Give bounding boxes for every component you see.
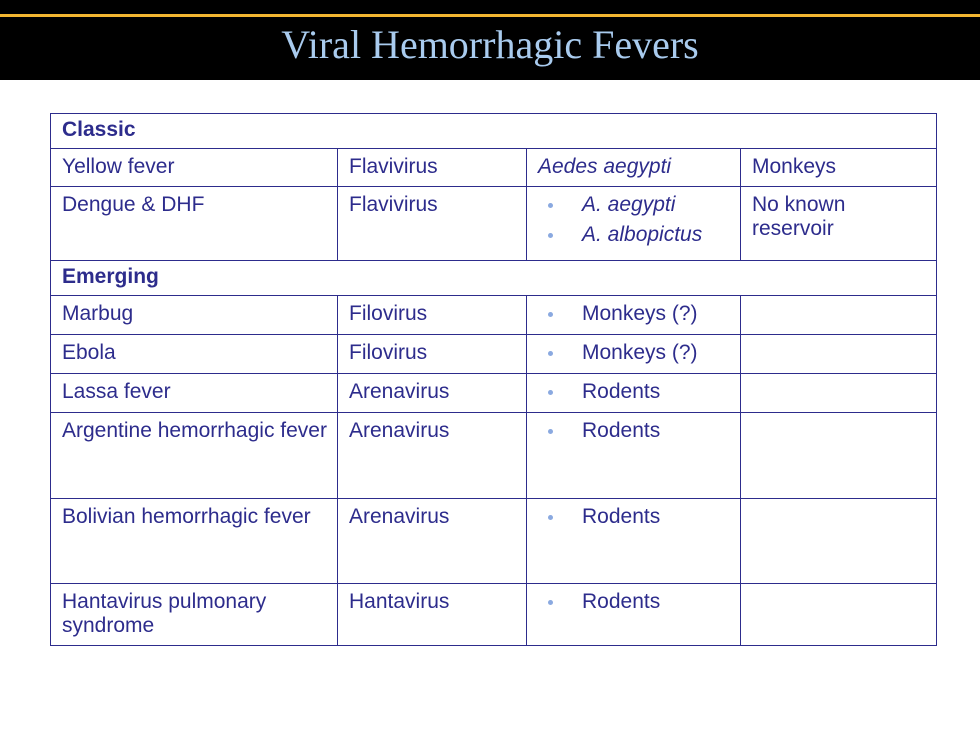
bullet-icon: [548, 390, 553, 395]
disease-cell: Yellow fever: [51, 149, 338, 187]
bullet-text: Rodents: [582, 590, 661, 613]
disease-cell: Lassa fever: [51, 374, 338, 413]
vector-cell: [527, 374, 741, 413]
disease-cell: Hantavirus pulmonary syndrome: [51, 584, 338, 646]
bullet-icon: [548, 203, 553, 208]
bullet-item: [538, 193, 730, 217]
reservoir-cell: Monkeys: [741, 149, 937, 187]
vector-cell: [527, 187, 741, 261]
disease-cell: Dengue & DHF: [51, 187, 338, 261]
reservoir-cell: [741, 296, 937, 335]
table-row: [51, 584, 937, 646]
table-row: [51, 187, 937, 261]
reservoir-cell: [741, 335, 937, 374]
section-header-emerging: Emerging: [51, 261, 937, 296]
reservoir-cell: [741, 584, 937, 646]
reservoir-cell: No known reservoir: [741, 187, 937, 261]
section-row-classic: [51, 114, 937, 149]
bullet-text: A. albopictus: [582, 223, 703, 246]
bullet-icon: [548, 515, 553, 520]
slide-title: Viral Hemorrhagic Fevers: [281, 22, 699, 67]
family-cell: Arenavirus: [338, 499, 527, 584]
bullet-text: Monkeys (?): [582, 341, 698, 364]
section-header-classic: Classic: [51, 114, 937, 149]
table-row: [51, 296, 937, 335]
family-cell: Arenavirus: [338, 413, 527, 499]
vector-cell: Aedes aegypti: [527, 149, 741, 187]
family-cell: Hantavirus: [338, 584, 527, 646]
table-row: [51, 413, 937, 499]
bullet-text: Rodents: [582, 505, 661, 528]
bullet-item: [538, 223, 730, 247]
title-bar: [0, 0, 980, 80]
family-cell: Filovirus: [338, 296, 527, 335]
disease-cell: Marbug: [51, 296, 338, 335]
family-cell: Flavivirus: [338, 187, 527, 261]
bullet-text: Monkeys (?): [582, 302, 698, 325]
vector-cell: [527, 335, 741, 374]
bullet-icon: [548, 233, 553, 238]
bullet-icon: [548, 312, 553, 317]
vector-cell: [527, 584, 741, 646]
family-cell: Filovirus: [338, 335, 527, 374]
bullet-text: Rodents: [582, 419, 661, 442]
title-accent-rule: [0, 14, 980, 17]
reservoir-cell: [741, 374, 937, 413]
family-cell: Flavivirus: [338, 149, 527, 187]
bullet-icon: [548, 429, 553, 434]
bullet-icon: [548, 600, 553, 605]
vhf-table: [50, 113, 937, 646]
reservoir-cell: [741, 499, 937, 584]
disease-cell: Ebola: [51, 335, 338, 374]
table-row: [51, 499, 937, 584]
vector-cell: [527, 499, 741, 584]
bullet-text: Rodents: [582, 380, 661, 403]
disease-cell: Bolivian hemorrhagic fever: [51, 499, 338, 584]
bullet-text: A. aegypti: [582, 193, 676, 216]
disease-cell: Argentine hemorrhagic fever: [51, 413, 338, 499]
section-row-emerging: [51, 261, 937, 296]
reservoir-cell: [741, 413, 937, 499]
table-row: [51, 374, 937, 413]
vector-cell: [527, 413, 741, 499]
table-row: [51, 149, 937, 187]
table-row: [51, 335, 937, 374]
vector-cell: [527, 296, 741, 335]
family-cell: Arenavirus: [338, 374, 527, 413]
bullet-icon: [548, 351, 553, 356]
